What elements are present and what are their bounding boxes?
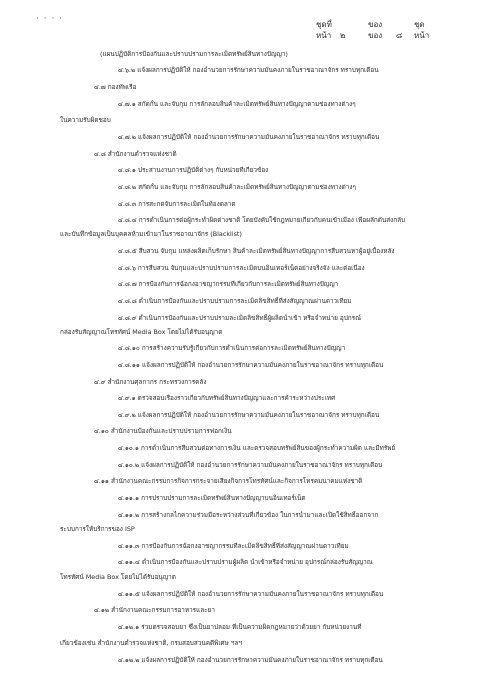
doc-line: โทรทัศน์ Media Box โดยไม่ได้รับอนุญาต <box>60 573 176 581</box>
doc-line: ๔.๘.๖ การสืบสวน จับกุมและปราบปรามการละเมิดบนอินเทอร์เน็ตอย่างจริงจัง และต่อเนื่อง <box>118 264 365 272</box>
doc-line: ๔.๘.๘ ดำเนินการป้องกันและปราบปรามการละเมิดลิขสิทธิ์ที่ส่งสัญญาณผ่านดาวเทียม <box>118 297 352 305</box>
doc-line: ๔.๘.๓ การสะกดจับการละเมิดในท้องตลาด <box>118 200 236 208</box>
doc-line: ๔.๗.๒ แจ้งผลการปฏิบัติให้ กองอำนวยการรักษาความมั่นคงภายในราชอาณาจักร ทราบทุกเดือน <box>118 133 380 141</box>
page-of-word: ของ <box>368 31 383 40</box>
doc-line: ๔.๑๑ สำนักงานคณะกรรมการกิจการกระจายเสียงกิจการโทรทัศน์และกิจการโทรคมนาคมแห่งชาติ <box>94 477 363 485</box>
doc-line: (แผนปฏิบัติการป้องกันและปราบปรามการละเมิดทรัพย์สินทางปัญญา) <box>100 50 288 58</box>
doc-line: ๔.๑๐.๑ การดำเนินการสืบสวนต่อทางการเงิน และตรวจสอบทรัพย์สินของผู้กระทำความผิด และมีทรัพย์ <box>118 444 396 452</box>
doc-line: ๔.๑๒.๒ แจ้งผลการปฏิบัติให้ กองอำนวยการรักษาความมั่นคงภายในราชอาณาจักร ทราบทุกเดือน <box>118 656 383 664</box>
doc-line: ๔.๑๑.๒ การสร้างกลไกความร่วมมือระหว่างส่วนที่เกี่ยวข้อง ในการนำมาและเปิดใช้สิทธิ์ออกจาก <box>118 511 379 519</box>
copy-of-word: ของ <box>368 20 383 29</box>
page-label: หน้า <box>316 31 332 40</box>
copy-label: ชุดที่ <box>316 20 332 29</box>
doc-line: ๔.๑๒ สำนักงานคณะกรรมการอาหารและยา <box>94 606 215 614</box>
doc-line: ๔.๑๑.๕ แจ้งผลการปฏิบัติให้ กองอำนวยการรักษาความมั่นคงภายในราชอาณาจักร ทราบทุกเดือน <box>118 590 384 598</box>
doc-line: ๔.๘.๗ การป้องกันการฉ้อกงอาชญากรรมที่เกี่ยวกับการละเมิดทรัพย์สินทางปัญญา <box>118 280 339 288</box>
doc-line: ๔.๙.๑ ตรวจสอบเรื่องราวเกี่ยวกับทรัพย์สินทางปัญญาและการค้าระหว่างประเทศ <box>118 394 336 402</box>
total-pages: ๘ <box>396 31 403 40</box>
doc-line: ๔.๘.๒ สกัดกั้น และจับกุม การลักลอบสินค้าละเมิดทรัพย์สินทางปัญญาตามช่องทางต่างๆ <box>118 183 356 191</box>
set-word: ชุด <box>414 20 425 29</box>
doc-line: ๔.๑๐ สำนักงานป้องกันและปราบปรามการฟอกเงิน <box>94 427 232 435</box>
doc-line: ๔.๗.๑ สกัดกั้น และจับกุม การลักลอบสินค้าละเมิดทรัพย์สินทางปัญญาตามช่องทางต่างๆ <box>118 100 356 108</box>
doc-line: ๔.๑๑.๓ การป้องกันการฉ้อกงอาชญากรรมที่ละเมิดลิขสิทธิ์ที่ส่งสัญญาณผ่านดาวเทียม <box>118 542 349 550</box>
doc-line: ๔.๘ สำนักงานตำรวจแห่งชาติ <box>94 150 177 158</box>
doc-line: ๔.๘.๔ การดำเนินการต่อผู้กระทำผิดต่างชาติ โดยบังคับใช้กฎหมายเกี่ยวกับคนเข้าเมือง เพื่อผลักดันส่งกลับ <box>118 216 406 224</box>
doc-line: ๔.๘.๕ สืบสวน จับกุม แหล่งผลิตเก็บรักษา สินค้าละเมิดทรัพย์สินทางปัญญาการสืบสวนหาผู้อยู่เบื้องหลัง <box>118 247 395 255</box>
doc-line: และบันทึกข้อมูลเป็นบุคคลห้ามเข้ามาในราชอาณาจักร (Blacklist) <box>60 230 242 238</box>
doc-line: ในความรับผิดชอบ <box>60 116 111 124</box>
page-number: ๒ <box>340 31 346 40</box>
doc-line: กล่องรับสัญญาณโทรทัศน์ Media Box โดยไม่ได้รับอนุญาต <box>60 328 223 336</box>
scan-marks: · · · · <box>36 14 64 24</box>
doc-line: ๔.๑๑.๑ การปราบปรามการละเมิดทรัพย์สินทางปัญญาบนอินเทอร์เน็ต <box>118 494 306 502</box>
doc-line: ระบบการให้บริการของ ISP <box>60 525 135 533</box>
doc-line: ๔.๘.๑ ประสานงานการปฏิบัติต่างๆ กับหน่วยที่เกี่ยวข้อง <box>118 166 269 174</box>
doc-line: ๔.๘.๑๐ การสร้างความรับรู้เกี่ยวกับการดำเนินการต่อการละเมิดทรัพย์สินทางปัญญา <box>118 344 346 352</box>
doc-line: ๔.๘.๑๑ แจ้งผลการปฏิบัติให้ กองอำนวยการรักษาความมั่นคงภายในราชอาณาจักร ทราบทุกเดือน <box>118 361 384 369</box>
doc-line: ๔.๑๑.๔ ดำเนินการป้องกันและปราบปรามผู้ผลิต นำเข้าหรือจำหน่าย อุปกรณ์กล่องรับสัญญาณ <box>118 558 373 566</box>
doc-line: ๔.๙.๒ แจ้งผลการปฏิบัติให้ กองอำนวยการรักษาความมั่นคงภายในราชอาณาจักร ทราบทุกเดือน <box>118 411 380 419</box>
doc-line: ๔.๗ กองทัพเรือ <box>94 83 137 91</box>
doc-line: เกี่ยวข้องเช่น สำนักงานตำรวจแห่งชาติ, กรมสอบสวนคดีพิเศษ ฯลฯ <box>60 639 242 647</box>
doc-line: ๔.๙ สำนักงานศุลกากร กระทรวงการคลัง <box>94 378 207 386</box>
doc-line: ๔.๖.๒ แจ้งผลการปฏิบัติให้ กองอำนวยการรักษาความมั่นคงภายในราชอาณาจักร ทราบทุกเดือน <box>118 66 379 74</box>
doc-line: ๔.๘.๙ ดำเนินการป้องกันและปราบปรามละเมิดลิขสิทธิ์ผู้ผลิตนำเข้า หรือจำหน่าย อุปกรณ์ <box>118 314 362 322</box>
doc-line: ๔.๑๐.๒ แจ้งผลการปฏิบัติให้ กองอำนวยการรักษาความมั่นคงภายในราชอาณาจักร ทราบทุกเดือน <box>118 461 383 469</box>
page-suffix: หน้า <box>414 31 430 40</box>
doc-line: ๔.๑๒.๑ ร่วมตรวจสอบยา ซึ่งเป็นยาปลอม ที่เป็นความผิดกฎหมายว่าด้วยยา กับหน่วยงานที่ <box>118 623 362 631</box>
